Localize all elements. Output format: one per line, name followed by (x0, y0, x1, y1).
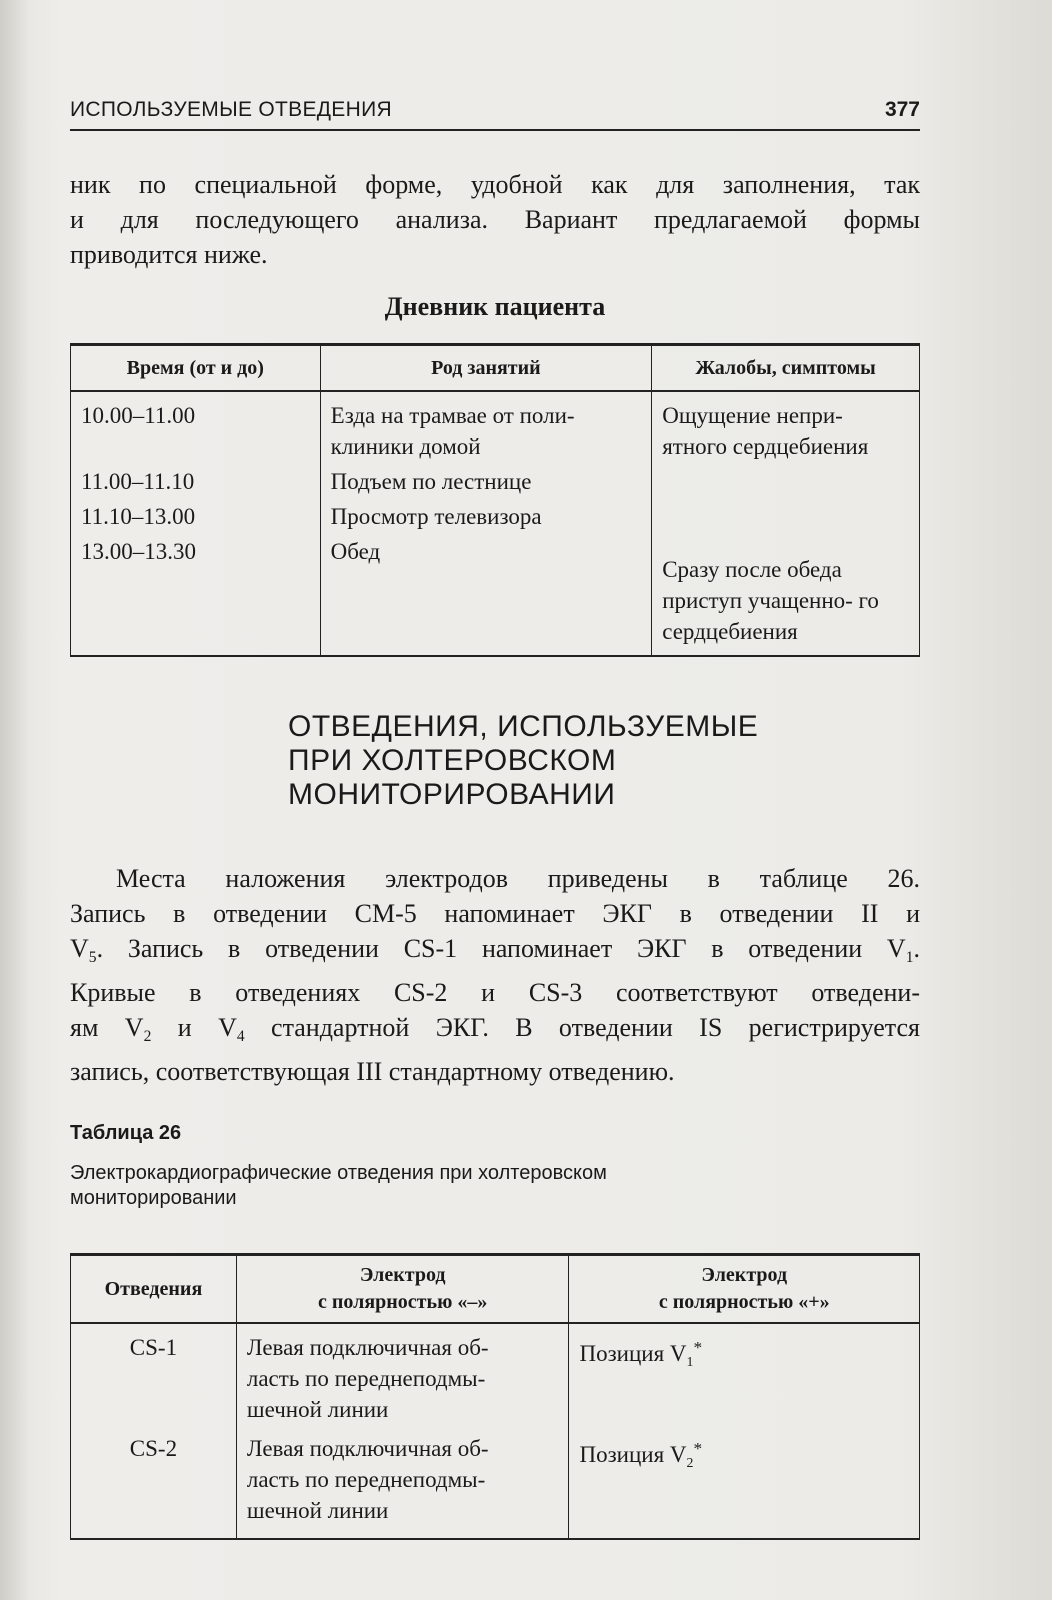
table-26-label: Таблица 26 (70, 1122, 182, 1144)
section-heading-line: ОТВЕДЕНИЯ, ИСПОЛЬЗУЕМЫЕ (288, 710, 759, 743)
plus-electrode: Позиция $V_1^*$ (569, 1323, 920, 1429)
section-heading-line: МОНИТОРИРОВАНИИ (288, 778, 616, 811)
running-header (70, 98, 920, 130)
diary-activity: Езда на трамвае от поли- клиники домой (320, 391, 652, 464)
diary-time: 11.00–11.10 (71, 464, 321, 499)
leads-header-row (71, 1255, 920, 1324)
body-line: запись, соответствующая III стандартному отведению. (70, 1057, 675, 1086)
section-heading (288, 710, 758, 812)
lead-name: CS-2 (71, 1429, 237, 1539)
diary-complaints (652, 499, 920, 534)
minus-electrode: Левая подключичная об- ласть по переднеподмы- шечной линии (236, 1323, 569, 1429)
diary-complaints: Ощущение непри- ятного сердцебиения (652, 391, 920, 464)
body-line: ям $V_2$ и $V_4$ стандартной ЭКГ. В отведении IS регистрируется (70, 1013, 920, 1045)
diary-col-time: Время (от и до) (71, 345, 321, 392)
header-rule (70, 129, 920, 131)
body-line: Запись в отведении СМ-5 напоминает ЭКГ в отведении II и (70, 899, 920, 928)
diary-time: 13.00–13.30 (71, 534, 321, 656)
leads-col-minus: Электрод с полярностью «–» (236, 1255, 569, 1324)
table-row (71, 1323, 920, 1429)
holter-leads-table (70, 1253, 920, 1540)
diary-col-complaints: Жалобы, симптомы (652, 345, 920, 392)
intro-line: и для последующего анализа. Вариант предлагаемой формы (70, 205, 920, 234)
section-heading-line: ПРИ ХОЛТЕРОВСКОМ (288, 744, 617, 777)
diary-time: 10.00–11.00 (71, 391, 321, 464)
leads-col-lead: Отведения (71, 1255, 237, 1324)
diary-activity: Подъем по лестнице (320, 464, 652, 499)
intro-line: приводится ниже. (70, 240, 268, 269)
page-number: 377 (884, 98, 920, 121)
diary-caption: Дневник пациента (384, 292, 606, 321)
intro-line: ник по специальной форме, удобной как для заполнения, так (70, 170, 920, 199)
diary-activity: Обед (320, 534, 652, 656)
diary-time: 11.10–13.00 (71, 499, 321, 534)
lead-name: CS-1 (71, 1323, 237, 1429)
running-header-title: ИСПОЛЬЗУЕМЫЕ ОТВЕДЕНИЯ (70, 98, 392, 121)
table-row (71, 464, 920, 499)
table-row (71, 1429, 920, 1539)
body-paragraph (70, 861, 920, 1089)
body-line: Кривые в отведениях CS-2 и CS-3 соответствуют отведени- (70, 978, 920, 1007)
table-row (71, 534, 920, 656)
plus-electrode: Позиция $V_2^*$ (569, 1429, 920, 1539)
diary-col-activity: Род занятий (320, 345, 652, 392)
diary-complaints: Сразу после обеда приступ учащенно- го сердцебиения (652, 534, 920, 656)
table-26-title-line: Электрокардиографические отведения при холтеровском (70, 1162, 607, 1184)
diary-activity: Просмотр телевизора (320, 499, 652, 534)
body-line: $V_5$. Запись в отведении CS-1 напоминает ЭКГ в отведении $V_1$. (70, 934, 920, 966)
leads-col-plus: Электрод с полярностью «+» (569, 1255, 920, 1324)
diary-header-row (71, 345, 920, 392)
minus-electrode: Левая подключичная об- ласть по переднеподмы- шечной линии (236, 1429, 569, 1539)
diary-complaints (652, 464, 920, 499)
intro-paragraph (70, 167, 920, 272)
table-26-title-line: мониторировании (70, 1187, 237, 1209)
table-26-title (70, 1161, 607, 1211)
table-row (71, 499, 920, 534)
body-line: Места наложения электродов приведены в таблице 26. (116, 864, 920, 893)
patient-diary-table (70, 343, 920, 657)
table-row (71, 391, 920, 464)
